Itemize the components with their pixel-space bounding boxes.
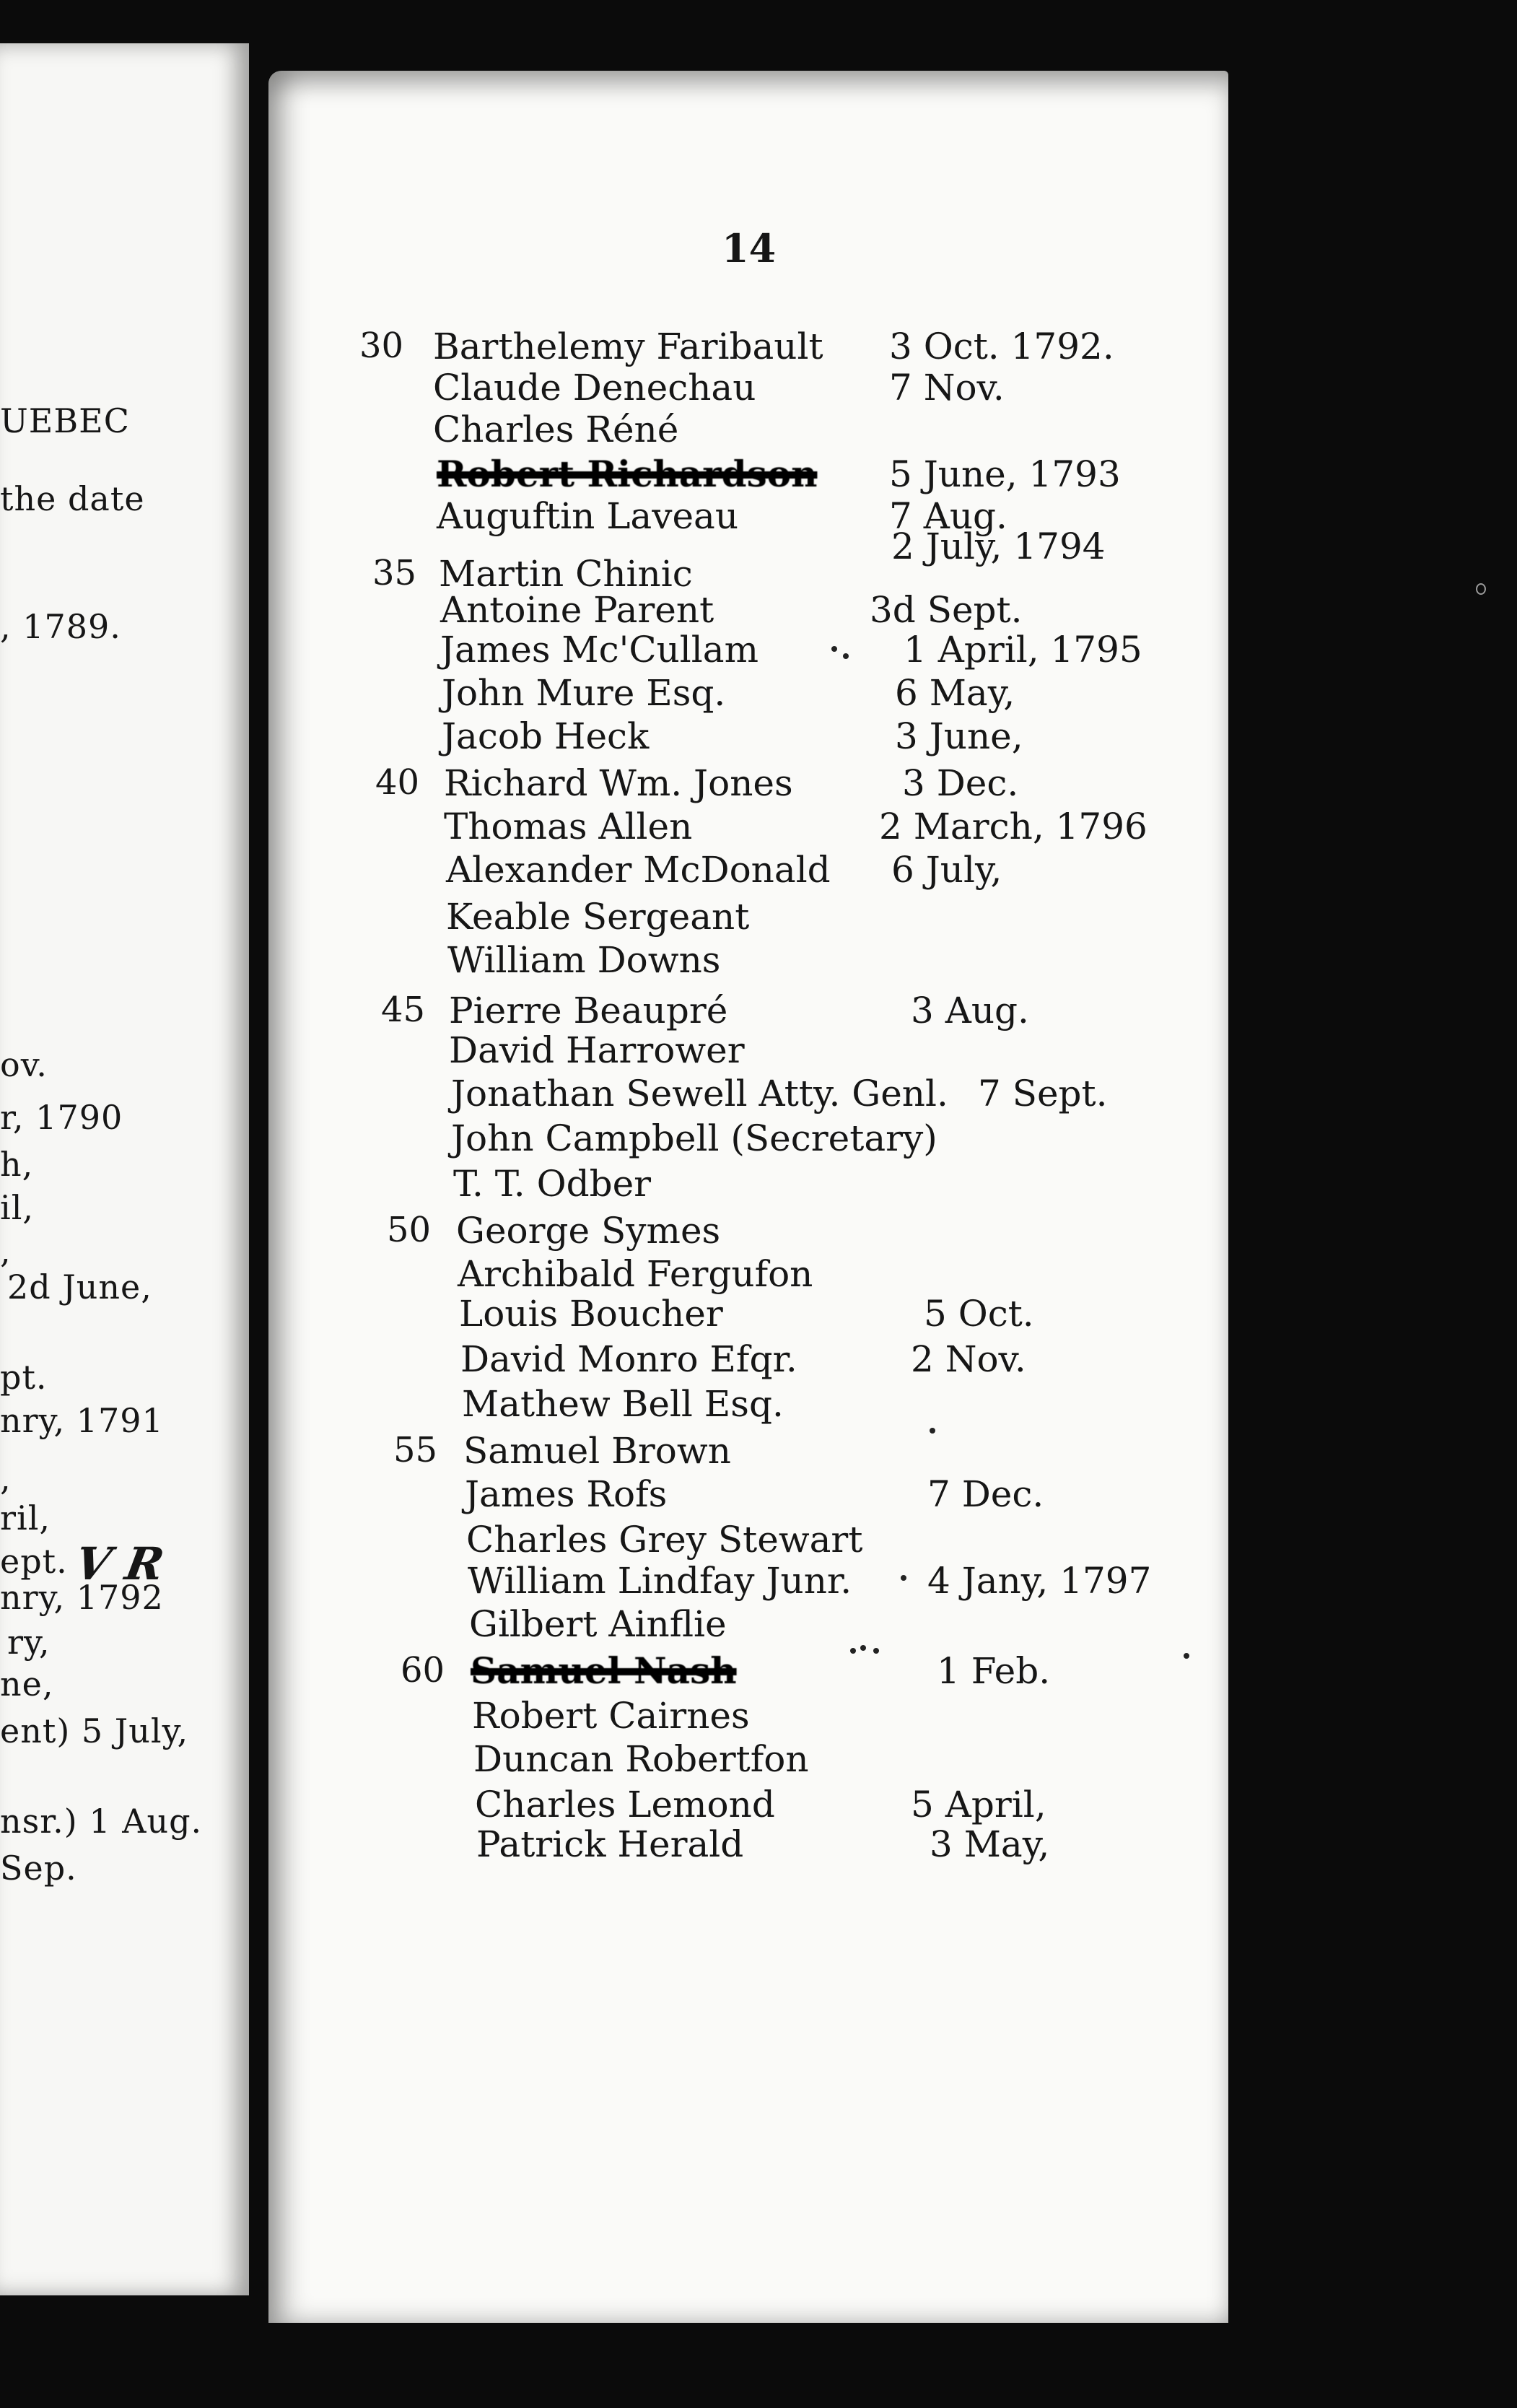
entry-date: 7 Nov. [889, 367, 1005, 409]
left-page-line: nsr.) 1 Aug. [0, 1802, 203, 1841]
entry-number: 40 [375, 762, 420, 803]
entry-name: James Mc'Cullam [440, 629, 759, 671]
entry-name: John Mure Esq. [442, 672, 726, 714]
register-entry [0, 1738, 1228, 1784]
entry-name: Jacob Heck [442, 715, 650, 757]
entry-date: 3d Sept. [870, 589, 1023, 631]
register-entry [0, 672, 1228, 718]
register-entry [0, 1163, 1228, 1209]
entry-name: George Symes [456, 1210, 721, 1252]
entry-name: Gilbert Ainflie [469, 1603, 727, 1645]
register-entry [0, 1430, 1228, 1476]
entry-date: 3 Dec. [902, 762, 1019, 804]
entry-date: 3 June, [895, 715, 1023, 757]
entry-number: 50 [387, 1210, 432, 1250]
edge-mark [1476, 583, 1486, 595]
entry-date: 5 June, 1793 [889, 453, 1121, 495]
entry-name: William Lindfay Junr. [468, 1560, 852, 1602]
left-page-line: , 1789. [0, 607, 121, 646]
register-entry [0, 762, 1228, 808]
left-page-line: r, 1790 [0, 1098, 123, 1137]
register-entry [0, 1649, 1228, 1696]
entry-name: Charles Lemond [475, 1784, 775, 1825]
register-entry [0, 328, 1228, 372]
register-entry [0, 1029, 1228, 1076]
entry-name: David Harrower [449, 1029, 745, 1071]
register-entry [0, 1823, 1228, 1870]
entry-date: 6 May, [895, 672, 1015, 714]
entry-name: Archibald Fergufon [458, 1253, 813, 1295]
entry-name: Thomas Allen [444, 806, 693, 847]
left-page-line: nry, 1792 [0, 1578, 164, 1617]
left-page-line: , [0, 1459, 12, 1498]
entry-date: 3 Oct. 1792. [889, 326, 1114, 367]
struck-entry-name: Robert Richardson [437, 453, 818, 495]
entry-name: John Campbell (Secretary) [451, 1117, 937, 1159]
left-page-line: nry, 1791 [0, 1401, 164, 1440]
entry-name: Auguftin Laveau [437, 495, 739, 537]
entry-number: 35 [372, 553, 417, 593]
left-page-line: pt. [0, 1358, 48, 1397]
struck-entry-name: Samuel Nash [471, 1649, 737, 1692]
register-entry [0, 1293, 1228, 1339]
left-page-line: h, [0, 1145, 34, 1184]
register-entry [0, 1383, 1228, 1429]
entry-number: 45 [381, 990, 426, 1030]
register-entry [0, 849, 1228, 895]
entry-name: Samuel Brown [463, 1430, 731, 1472]
left-page-line: UEBEC [0, 401, 130, 440]
entry-date: 2 July, 1794 [891, 525, 1106, 567]
left-page-line: il, [0, 1188, 35, 1227]
entry-name: Antoine Parent [440, 589, 714, 631]
margin-mark: V R [71, 1537, 168, 1590]
entry-date: 7 Sept. [978, 1073, 1108, 1114]
ink-speck [901, 1575, 906, 1581]
ink-speck [1184, 1653, 1189, 1659]
left-page-line: Sep. [0, 1849, 77, 1888]
entry-name: Pierre Beaupré [449, 990, 728, 1031]
entry-name: T. T. Odber [453, 1163, 652, 1205]
ink-speck [831, 646, 837, 652]
entry-name: William Downs [447, 939, 721, 981]
entry-date: 2 Nov. [911, 1338, 1026, 1380]
entry-date: 7 Dec. [927, 1473, 1044, 1515]
ink-speck [860, 1645, 866, 1651]
entry-date: 3 May, [930, 1823, 1050, 1865]
entry-name: Richard Wm. Jones [444, 762, 793, 804]
entry-name: Charles Réné [433, 409, 679, 450]
entry-name: Mathew Bell Esq. [462, 1383, 784, 1425]
entry-number: 30 [359, 326, 404, 366]
entry-name: Jonathan Sewell Atty. Genl. [451, 1073, 948, 1114]
register-entry [0, 808, 1228, 852]
entry-name: Duncan Robertfon [473, 1738, 809, 1780]
entry-date: 5 April, [911, 1784, 1046, 1825]
register-entry [0, 1473, 1228, 1519]
left-page-line: , [0, 1231, 12, 1270]
entry-date: 3 Aug. [911, 990, 1029, 1031]
register-entry [0, 411, 1228, 455]
entry-name: Alexander McDonald [446, 849, 831, 891]
register-entry [0, 1073, 1228, 1119]
left-page-line: ept. [0, 1542, 68, 1581]
entry-date: 2 March, 1796 [879, 806, 1147, 847]
ink-speck [930, 1428, 935, 1434]
register-entry [0, 896, 1228, 942]
entry-date: 1 Feb. [937, 1650, 1051, 1692]
left-page-line: the date [0, 479, 145, 518]
left-page-line: ent) 5 July, [0, 1711, 189, 1750]
register-entry [0, 629, 1228, 675]
entry-number: 60 [401, 1650, 445, 1691]
entry-name: Claude Denechau [433, 367, 756, 409]
left-page-line: ne, [0, 1665, 54, 1704]
left-page-line: 2d June, [7, 1268, 152, 1306]
entry-name: Barthelemy Faribault [433, 326, 823, 367]
register-entry [0, 939, 1228, 985]
left-page-line: ov. [0, 1045, 48, 1084]
register-entry [0, 1695, 1228, 1741]
entry-number: 55 [393, 1430, 438, 1470]
entry-name: Louis Boucher [459, 1293, 723, 1335]
register-entry [0, 1210, 1228, 1256]
register-entry [0, 367, 1228, 413]
left-page-line: ry, [7, 1623, 51, 1662]
entry-name: James Rofs [465, 1473, 668, 1515]
ink-speck [850, 1648, 856, 1654]
register-entry [0, 715, 1228, 762]
register-entry [0, 1519, 1228, 1565]
entry-name: Keable Sergeant [446, 896, 750, 938]
entry-name: Robert Cairnes [472, 1695, 750, 1737]
entry-name: David Monro Efqr. [460, 1338, 797, 1380]
register-entry [0, 1603, 1228, 1649]
ink-speck [843, 653, 849, 659]
entry-name: Martin Chinic [439, 553, 693, 595]
entry-name: Patrick Herald [476, 1823, 744, 1865]
entry-date: 7 Aug. [889, 495, 1007, 537]
left-page-line: ril, [0, 1499, 51, 1537]
entry-date: 6 July, [891, 849, 1002, 891]
ink-speck [873, 1648, 879, 1654]
entry-date: 5 Oct. [924, 1293, 1034, 1335]
register-entry [0, 1338, 1228, 1384]
entry-name: Charles Grey Stewart [466, 1519, 863, 1561]
page-number: 14 [722, 225, 777, 271]
entry-date: 1 April, 1795 [904, 629, 1142, 671]
register-entry [0, 453, 1228, 500]
entry-date: 4 Jany, 1797 [927, 1560, 1152, 1602]
